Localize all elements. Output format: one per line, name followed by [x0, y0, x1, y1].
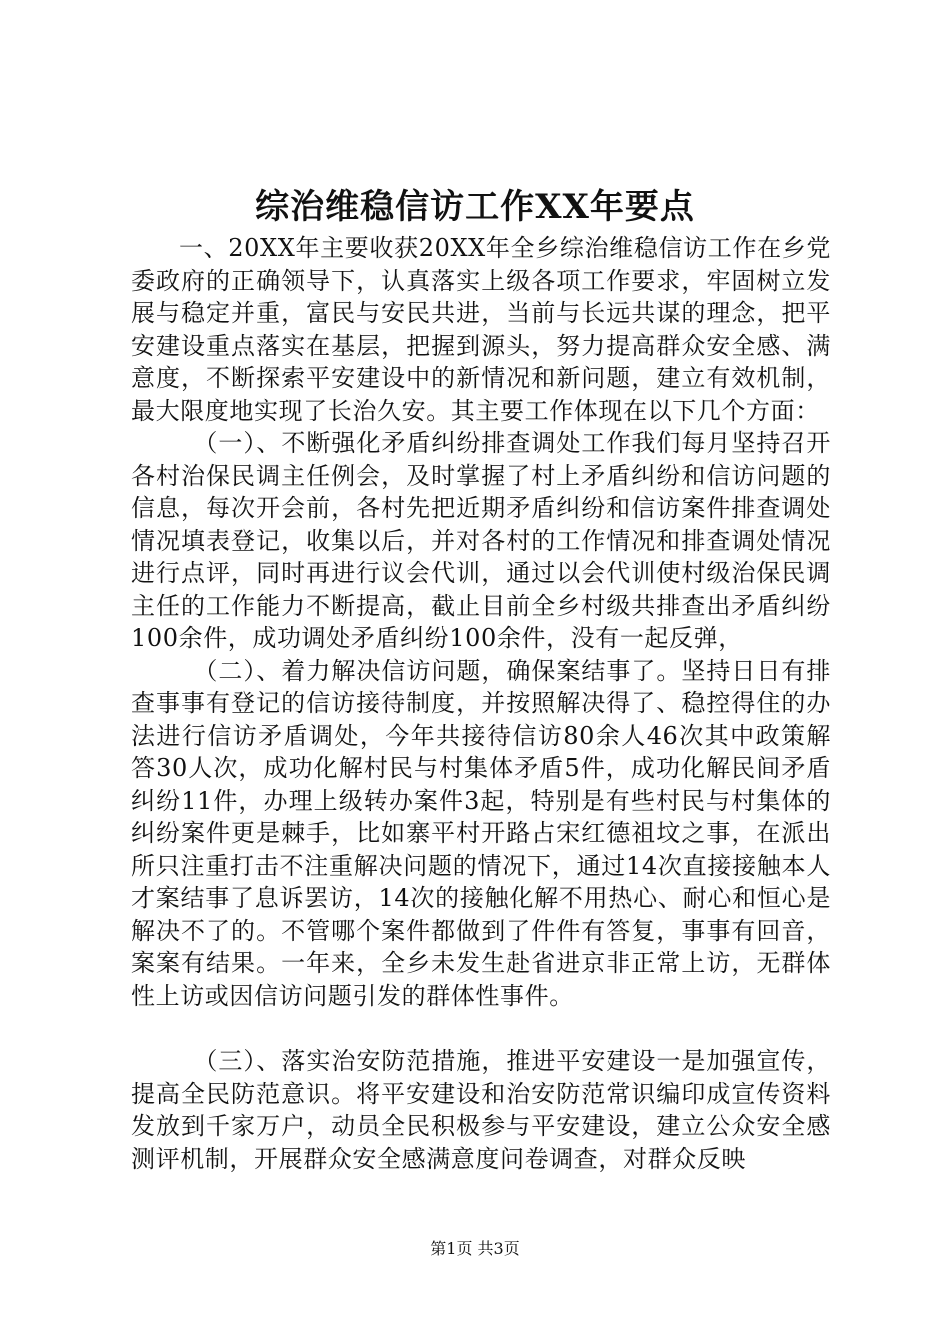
page-footer: 第1页 共3页 — [430, 1239, 520, 1258]
paragraph-section-2: （二）、着力解决信访问题，确保案结事了。坚持日日有排查事事有登记的信访接待制度，并按照解决得了、稳控得住的办法进行信访矛盾调处，今年共接待信访80余人46次其中政策解答30人次，成功化解村民与村集体矛盾5件，成功化解民间矛盾纠纷11件，办理上级转办案件3起，特别是有些村民与村集体的纠纷案件更是棘手，比如寨平村开路占宋红德祖坟之事，在派出所只注重打击不注重解决问题的情况下，通过14次直接接触本人才案结事了息诉罢访，14次的接触化解不用热心、耐心和恒心是解决不了的。不管哪个案件都做到了件件有答复，事事有回音，案案有结果。一年来，全乡未发生赴省进京非正常上访，无群体性上访或因信访问题引发的群体性事件。 — [131, 656, 831, 1010]
paragraph-section-3: （三）、落实治安防范措施，推进平安建设一是加强宣传，提高全民防范意识。将平安建设和治安防范常识编印成宣传资料发放到千家万户，动员全民积极参与平安建设，建立公众安全感测评机制，开展群众安全感满意度问卷调查，对群众反映 — [131, 1047, 831, 1173]
document-title: 综治维稳信访工作XX年要点 — [255, 187, 695, 227]
paragraph-spacer — [131, 1012, 831, 1045]
document-body — [131, 232, 831, 1175]
paragraph-section-1: （一）、不断强化矛盾纠纷排查调处工作我们每月坚持召开各村治保民调主任例会，及时掌握了村上矛盾纠纷和信访问题的信息，每次开会前，各村先把近期矛盾纠纷和信访案件排查调处情况填表登记，收集以后，并对各村的工作情况和排查调处情况进行点评，同时再进行议会代训，通过以会代训使村级治保民调主任的工作能力不断提高，截止目前全乡村级共排查出矛盾纠纷100余件，成功调处矛盾纠纷100余件，没有一起反弹， — [131, 429, 831, 652]
paragraph-intro: 一、20XX年主要收获20XX年全乡综治维稳信访工作在乡党委政府的正确领导下，认真落实上级各项工作要求，牢固树立发展与稳定并重，富民与安民共进，当前与长远共谋的理念，把平安建设重点落实在基层，把握到源头，努力提高群众安全感、满意度，不断探索平安建设中的新情况和新问题，建立有效机制，最大限度地实现了长治久安。其主要工作体现在以下几个方面： — [131, 234, 831, 425]
